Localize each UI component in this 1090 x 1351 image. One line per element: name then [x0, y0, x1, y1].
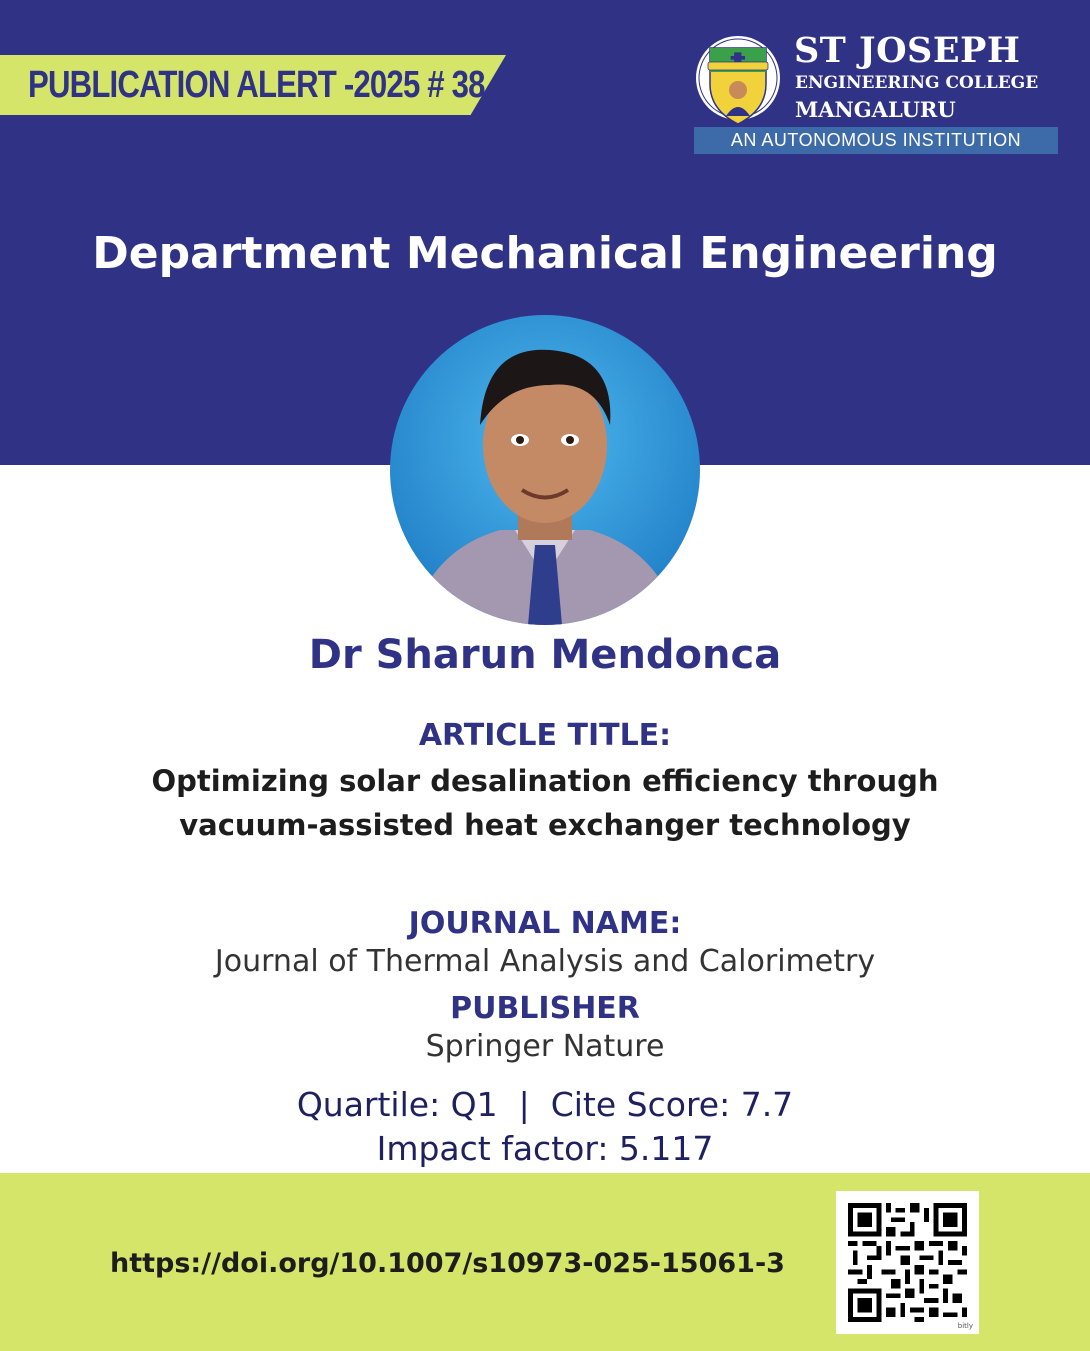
article-title-line1: Optimizing solar desalination efficiency through — [151, 764, 939, 798]
quartile-cite-score: Quartile: Q1 | Cite Score: 7.7 — [296, 1085, 794, 1124]
doi-link[interactable]: https://doi.org/10.1007/s10973-025-15061-3 — [110, 1248, 785, 1279]
article-title-label: ARTICLE TITLE: — [418, 718, 672, 753]
journal-name: Journal of Thermal Analysis and Calorimetry — [214, 944, 876, 979]
qr-code[interactable] — [836, 1191, 979, 1334]
autonomous-badge: AN AUTONOMOUS INSTITUTION — [694, 127, 1058, 154]
article-title-line2: vacuum-assisted heat exchanger technology — [179, 808, 911, 842]
author-name: Dr Sharun Mendonca — [308, 632, 782, 678]
qr-tag: bitly — [957, 1322, 973, 1330]
publisher-name: Springer Nature — [425, 1029, 665, 1064]
qr-code-icon — [848, 1203, 967, 1322]
college-name-line3: MANGALURU — [795, 97, 956, 122]
impact-factor: Impact factor: 5.117 — [376, 1129, 714, 1168]
journal-name-label: JOURNAL NAME: — [408, 906, 682, 941]
college-name-line2: ENGINEERING COLLEGE — [795, 73, 1039, 93]
department-title: Department Mechanical Engineering — [92, 228, 998, 279]
publisher-label: PUBLISHER — [450, 991, 640, 1026]
college-crest-icon — [694, 32, 782, 132]
author-photo — [390, 315, 700, 625]
publication-alert-text: PUBLICATION ALERT -2025 # 38 — [28, 64, 485, 106]
college-name-line1: ST JOSEPH — [794, 30, 1021, 71]
